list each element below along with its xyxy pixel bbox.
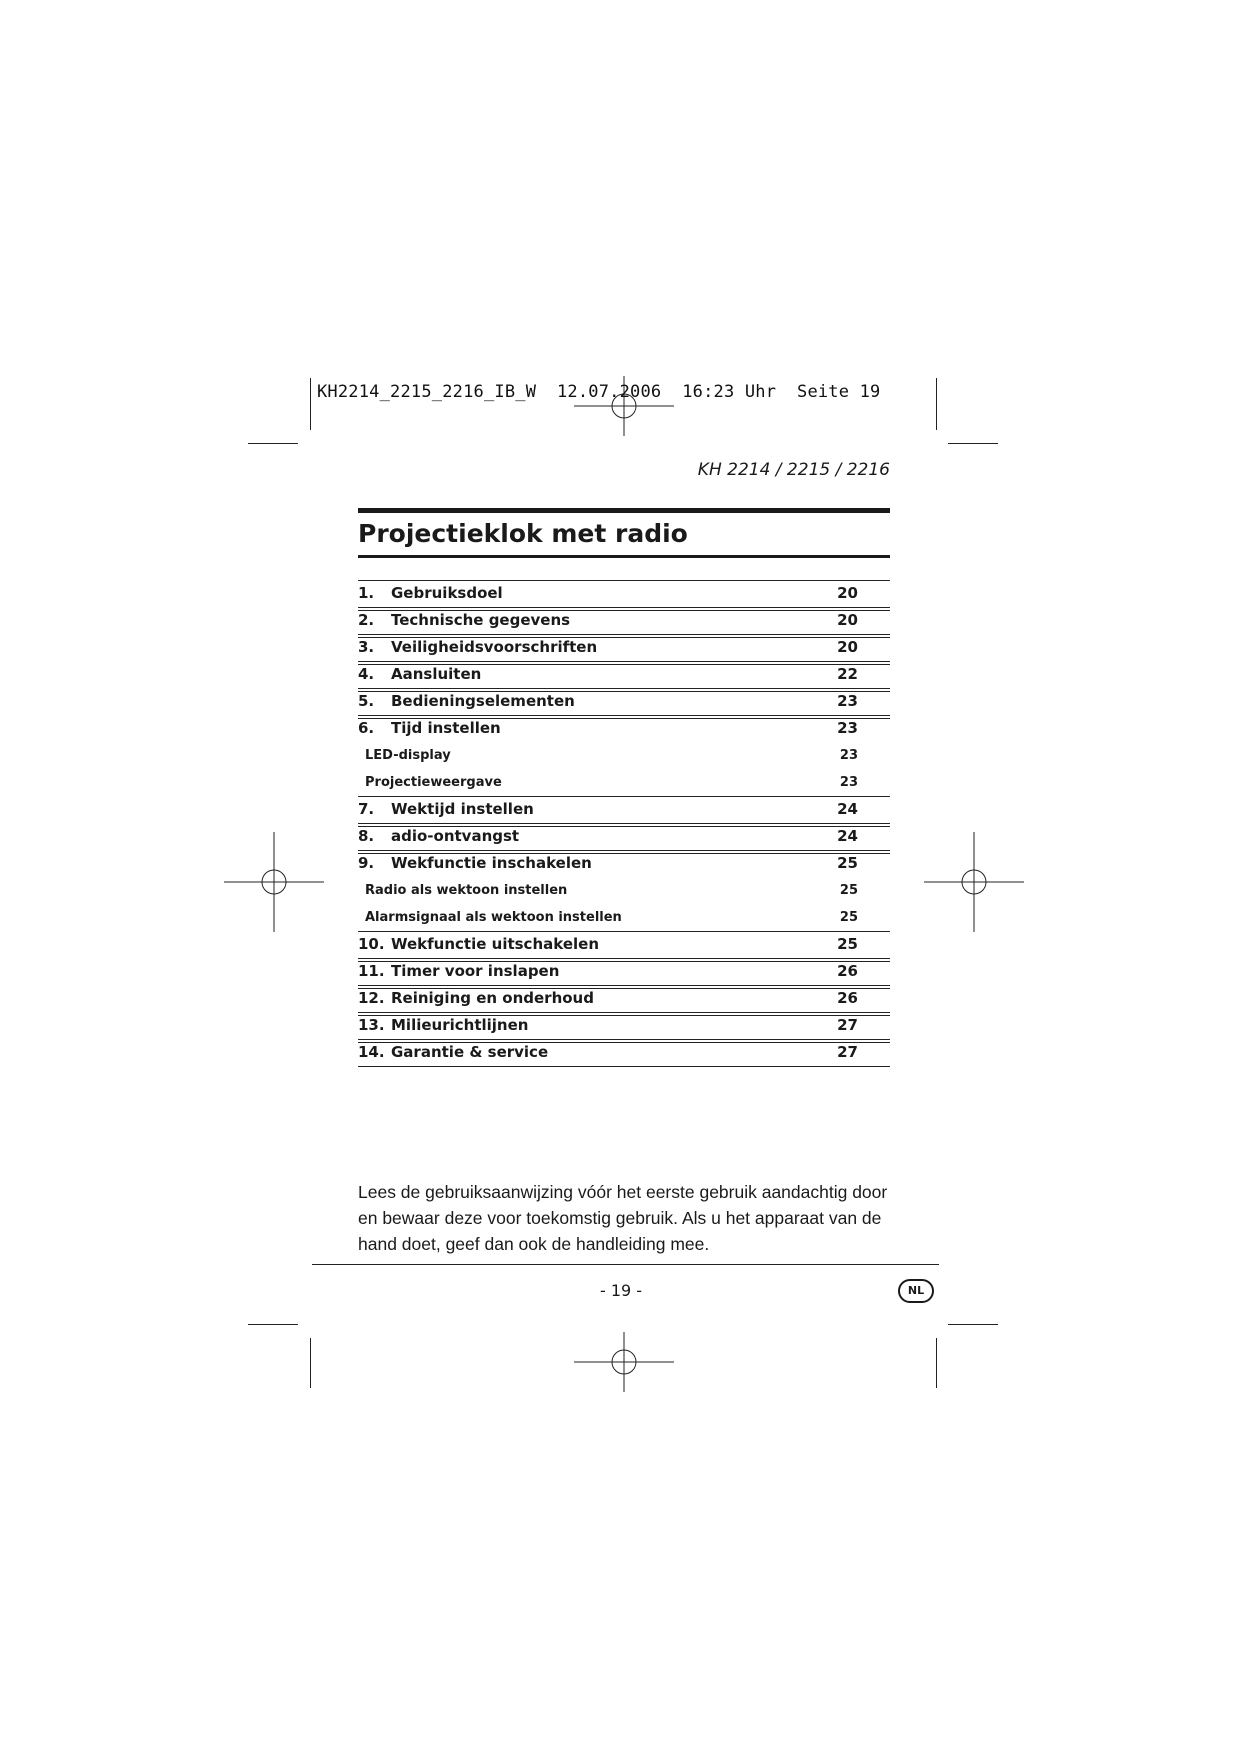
toc-entry — [358, 958, 890, 985]
toc-subentry — [358, 742, 890, 769]
crop-mark — [310, 1338, 311, 1388]
toc-label: Gebruiksdoel — [391, 584, 503, 602]
title-rule-top — [358, 508, 890, 513]
toc-rule — [358, 1039, 890, 1040]
toc-label: adio-ontvangst — [391, 827, 520, 845]
toc-rule — [358, 931, 890, 932]
toc-page: 23 — [839, 775, 858, 790]
table-of-contents — [358, 580, 890, 1067]
toc-end-rule — [358, 1066, 890, 1067]
toc-label: Alarmsignaal als wektoon instellen — [365, 910, 622, 925]
toc-rule — [358, 958, 890, 959]
toc-rule — [358, 985, 890, 986]
crop-mark — [310, 378, 311, 430]
toc-entry — [358, 850, 890, 877]
toc-page: 24 — [837, 827, 858, 845]
toc-page: 20 — [837, 611, 858, 629]
toc-subentry — [358, 904, 890, 931]
footer-rule — [312, 1264, 939, 1265]
toc-entry — [358, 634, 890, 661]
toc-entry — [358, 580, 890, 607]
toc-label: Aansluiten — [391, 665, 482, 683]
toc-rule — [358, 661, 890, 662]
toc-label: LED-display — [365, 748, 451, 763]
toc-page: 25 — [839, 883, 858, 898]
toc-entry — [358, 1039, 890, 1066]
title-rule-bottom — [358, 555, 890, 558]
toc-number: 4. — [358, 665, 375, 683]
crop-mark — [936, 378, 937, 430]
toc-label: Radio als wektoon instellen — [365, 883, 568, 898]
toc-subentry — [358, 877, 890, 904]
toc-label: Veiligheidsvoorschriften — [391, 638, 598, 656]
toc-label: Projectieweergave — [365, 775, 502, 790]
toc-label: Technische gegevens — [391, 611, 571, 629]
toc-number: 9. — [358, 854, 375, 872]
toc-page: 23 — [837, 719, 858, 737]
toc-entry — [358, 823, 890, 850]
toc-entry — [358, 715, 890, 742]
crop-mark — [248, 443, 298, 444]
toc-rule — [358, 1012, 890, 1013]
toc-page: 24 — [837, 800, 858, 818]
toc-number: 10. — [358, 935, 385, 953]
toc-page: 25 — [837, 854, 858, 872]
toc-page: 27 — [837, 1016, 858, 1034]
toc-rule — [358, 688, 890, 689]
toc-page: 26 — [837, 962, 858, 980]
toc-number: 3. — [358, 638, 375, 656]
toc-number: 13. — [358, 1016, 385, 1034]
toc-entry — [358, 688, 890, 715]
toc-subentry — [358, 769, 890, 796]
toc-page: 25 — [839, 910, 858, 925]
toc-page: 23 — [839, 748, 858, 763]
toc-label: Bedieningselementen — [391, 692, 575, 710]
toc-number: 5. — [358, 692, 375, 710]
toc-label: Wekfunctie inschakelen — [391, 854, 592, 872]
crop-mark — [948, 443, 998, 444]
toc-rule — [358, 580, 890, 581]
toc-number: 11. — [358, 962, 385, 980]
intro-paragraph: Lees de gebruiksaanwijzing vóór het eerste gebruik aandachtig door en bewaar deze voor toekomstig gebruik. Als u het apparaat van de hand doet, geef dan ook de handleiding mee. — [358, 1182, 888, 1254]
registration-mark-icon — [924, 832, 1024, 932]
toc-label: Reiniging en onderhoud — [391, 989, 594, 1007]
toc-entry — [358, 796, 890, 823]
crop-mark — [936, 1338, 937, 1388]
crop-mark — [248, 1324, 298, 1325]
toc-rule — [358, 823, 890, 824]
printer-slug: KH2214_2215_2216_IB_W 12.07.2006 16:23 Uhr Seite 19 — [317, 382, 881, 402]
page-title: Projectieklok met radio — [358, 519, 688, 548]
toc-label: Wekfunctie uitschakelen — [391, 935, 599, 953]
toc-number: 6. — [358, 719, 375, 737]
toc-rule — [358, 850, 890, 851]
toc-page: 23 — [837, 692, 858, 710]
toc-page: 25 — [837, 935, 858, 953]
toc-entry — [358, 1012, 890, 1039]
toc-page: 20 — [837, 638, 858, 656]
registration-mark-icon — [224, 832, 324, 932]
toc-rule — [358, 796, 890, 797]
toc-number: 12. — [358, 989, 385, 1007]
toc-entry — [358, 931, 890, 958]
toc-label: Timer voor inslapen — [391, 962, 560, 980]
toc-label: Tijd instellen — [391, 719, 501, 737]
toc-page: 20 — [837, 584, 858, 602]
toc-entry — [358, 985, 890, 1012]
registration-mark-icon — [574, 356, 674, 456]
model-number: KH 2214 / 2215 / 2216 — [697, 460, 890, 480]
toc-rule — [358, 1066, 890, 1067]
toc-number: 2. — [358, 611, 375, 629]
toc-entry — [358, 607, 890, 634]
toc-number: 1. — [358, 584, 375, 602]
toc-number: 7. — [358, 800, 375, 818]
page-number: - 19 - — [600, 1281, 643, 1300]
crop-mark — [948, 1324, 998, 1325]
toc-number: 14. — [358, 1043, 385, 1061]
registration-mark-icon — [574, 1312, 674, 1412]
toc-label: Milieurichtlijnen — [391, 1016, 529, 1034]
toc-rule — [358, 634, 890, 635]
language-badge: NL — [898, 1279, 934, 1303]
toc-page: 22 — [837, 665, 858, 683]
toc-label: Garantie & service — [391, 1043, 549, 1061]
toc-rule — [358, 607, 890, 608]
toc-number: 8. — [358, 827, 375, 845]
toc-label: Wektijd instellen — [391, 800, 534, 818]
toc-entry — [358, 661, 890, 688]
toc-page: 26 — [837, 989, 858, 1007]
toc-page: 27 — [837, 1043, 858, 1061]
toc-rule — [358, 715, 890, 716]
